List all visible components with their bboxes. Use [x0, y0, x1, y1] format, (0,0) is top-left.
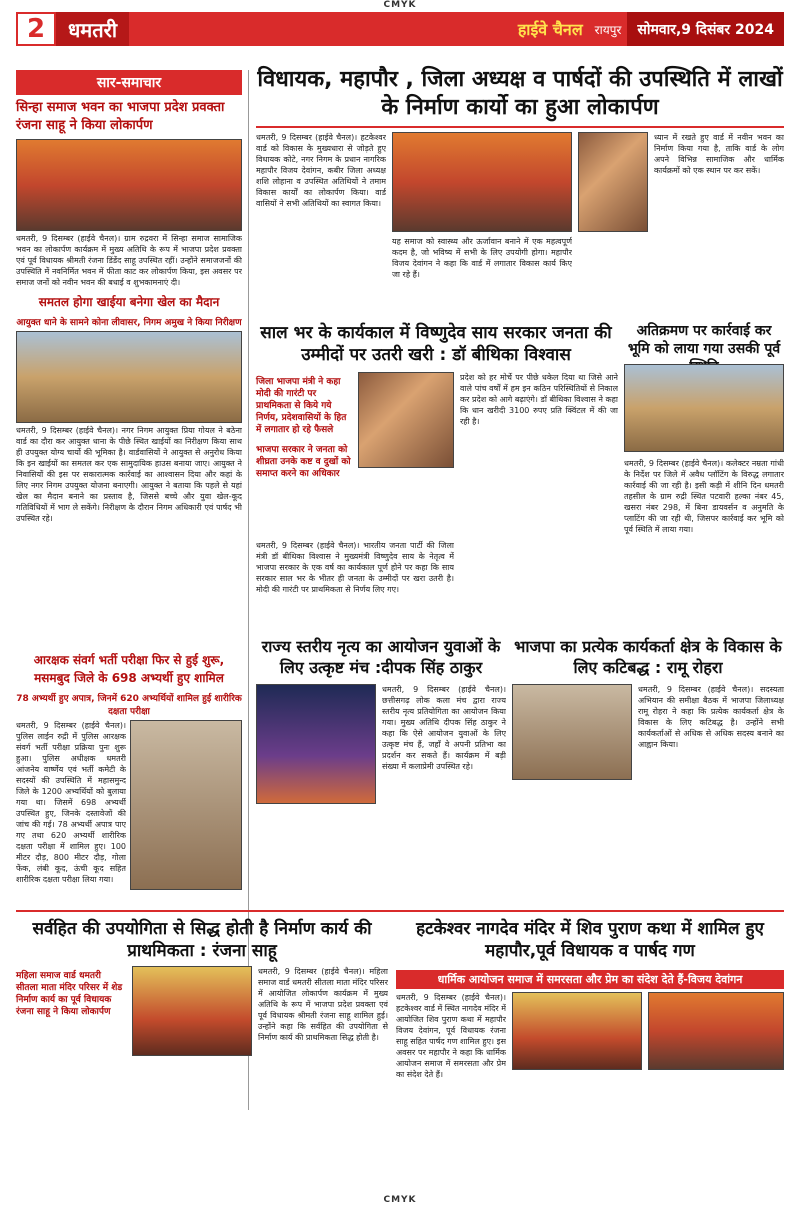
- section-title: धमतरी: [56, 12, 129, 46]
- article5-text: धमतरी, 9 दिसम्बर (हाईवे चैनल)। सदस्यता अभियान की समीक्षा बैठक में भाजपा जिलाध्यक्ष रामू रोहरा ने कहा कि प्रत्येक कार्यकर्ता क्षेत्र के विकास के लिए कटिबद्ध है। उन्होंने सभी कार्यकर्ताओं से अधिक से अधिक सदस्य बनाने का आह्वान किया।: [638, 685, 784, 749]
- article6-photo: [132, 966, 252, 1056]
- cmyk-mark-top: CMYK: [383, 0, 417, 10]
- brief1-text: धमतरी, 9 दिसम्बर (हाईवे चैनल)। ग्राम रुद्रवरा में सिन्हा समाज सामाजिक भवन का लोकार्पण कार्यक्रम में मुख्य अतिथि के रूप में भाजपा प्रदेश प्रवक्ता एवं पूर्व विधायक श्रीमती रंजना डिंडेंद साहू उपस्थित रहीं। उन्होंने समाजजनों की उपस्थिति में नवनिर्मित भवन में फीता काट कर लोकार्पण किया, इस अवसर पर समाज जनों को नवीन भवन की बधाई व शुभकामनाएं दी।: [16, 234, 242, 287]
- left-column: [16, 70, 242, 890]
- lead-text-col2: यह समाज को स्वास्थ्य और ऊर्जावान बनाने में एक महत्वपूर्ण कदम है, जो भविष्य में सभी के लिए उपयोगी होगा। महापौर विजय देवांगन ने कहा कि वार्ड में लगातार विकास कार्य किए जा रहे हैं।: [392, 237, 572, 279]
- issue-date: सोमवार,9 दिसंबर 2024: [627, 12, 784, 46]
- lead-rule: [256, 126, 784, 128]
- article4-text: धमतरी, 9 दिसम्बर (हाईवे चैनल)। छत्तीसगढ़ लोक कला मंच द्वारा राज्य स्तरीय नृत्य प्रतियोगिता का आयोजन किया गया। मुख्य अतिथि दीपक सिंह ठाकुर ने कहा कि ऐसे आयोजन युवाओं के लिए उत्कृष्ट मंच हैं, जहाँ वे अपनी प्रतिभा का प्रदर्शन कर सकते हैं। कार्यक्रम में बड़ी संख्या में कलाप्रेमी उपस्थित रहे।: [382, 685, 506, 771]
- article7-text: धमतरी, 9 दिसम्बर (हाईवे चैनल)। हटकेश्वर वार्ड में स्थित नागदेव मंदिर में आयोजित शिव पुराण कथा में महापौर विजय देवांगन, पूर्व विधायक रंजना साहू सहित पार्षद गण शामिल हुए। इस अवसर पर महापौर ने कहा कि धार्मिक आयोजन समाज में समरसता और प्रेम का संदेश देते हैं।: [396, 993, 506, 1079]
- page-number: 2: [16, 12, 56, 46]
- brief3-subhead: 78 अभ्यर्थी हुए अपात्र, जिनमें 620 अभ्यर्थियों शामिल हुई शारीरिक दक्षता परीक्षा: [16, 694, 242, 717]
- article3-headline: अतिक्रमण पर कार्रवाई कर भूमि को लाया गया उसकी पूर्व: [627, 323, 781, 357]
- brief3-text: धमतरी, 9 दिसम्बर (हाईवे चैनल)। पुलिस लाईन रुद्री में पुलिस आरक्षक संवर्ग भर्ती परीक्षा प्रक्रिया पुनः शुरू हुआ। पुलिस अधीक्षक धमतरी आंजनेय वार्ष्णेय एवं भर्ती कमेटी के सदस्यों की उपस्थिति में महासमुन्द जिले के 1200 अभ्यर्थियों को बुलाया गया था। जिसमें 698 अभ्यर्थी उपस्थित हुए, जिनके दस्तावेजों की जांच की गई। 78 अभ्यर्थी अपात्र पाए गए तथा 620 अभ्यर्थी शारीरिक दक्षता परीक्षा में शामिल हुए। 100 मीटर दौड़, 800 मीटर दौड़, गोला फेंक, लंबी कूद, ऊंची कूद सहित शारीरिक दक्षता परीक्षा लिया गया।: [16, 721, 126, 884]
- article2-text: धमतरी, 9 दिसम्बर (हाईवे चैनल)। भारतीय जनता पार्टी की जिला मंत्री डॉ बीथिका विश्वास ने मुख्यमंत्री विष्णुदेव साय के नेतृत्व में भाजपा सरकार के एक वर्ष का कार्यकाल पूर्ण होने पर कहा कि साय सरकार साल भर के भीतर ही जनता के उम्मीदों पर खरा उतरी है। मोदी की गारंटी पर प्राथमिकता से निर्णय लिए गए।: [256, 541, 454, 594]
- article7-subhead: धार्मिक आयोजन समाज में समरसता और प्रेम का संदेश देते हैं-विजय देवांगन: [396, 970, 784, 989]
- article3-photo: [624, 364, 784, 452]
- brand-name: हाईवे चैनल: [517, 20, 583, 39]
- article7-photo-2: [648, 992, 784, 1070]
- quote-2: भाजपा सरकार ने जनता को शीघ्रता उनके कष्ट व दुखों को समाप्त करने का अधिकार: [256, 445, 351, 479]
- article2-portrait: [358, 372, 454, 468]
- edition-city: रायपुर: [594, 22, 622, 37]
- article6-headline: सर्वहित की उपयोगिता से सिद्ध होती है निर्माण कार्य की प्राथमिकता : रंजना साहू: [32, 919, 372, 961]
- article7-headline: हटकेश्वर नागदेव मंदिर में शिव पुराण कथा में शामिल हुए महापौर,पूर्व विधायक व पार्षद गण: [416, 919, 764, 961]
- lead-text-col3: ध्यान में रखते हुए वार्ड में नवीन भवन का निर्माण किया गया है, ताकि वार्ड के लोग अपने विभिन्न सामाजिक और धार्मिक कार्यक्रमों को एक स्थान पर कर सकें।: [654, 133, 784, 175]
- article6-text: धमतरी, 9 दिसम्बर (हाईवे चैनल)। महिला समाज वार्ड धमतरी सीतला माता मंदिर परिसर में आयोजित लोकार्पण कार्यक्रम में मुख्य अतिथि के रूप में भाजपा प्रदेश प्रवक्ता एवं पूर्व विधायक श्रीमती रंजना साहू शामिल हुई। उन्होंने कहा कि सर्वहित की उपयोगिता से निर्माण कार्य की प्राथमिकता सिद्ध होती है।: [258, 967, 388, 1042]
- lead-text-col1: धमतरी, 9 दिसम्बर (हाईवे चैनल)। हटकेश्वर वार्ड को विकास के मुख्यधारा से जोड़ते हुए विधायक कोटे, नगर निगम के प्रधान नागरिक महापौर विजय देवांगन, कबीर जिला अध्यक्ष शशि लोहाना व उपस्थित अतिथियों ने तमाम विकास कार्यों का लोकार्पण किया। वार्ड वासियों ने सभी अतिथियों का स्वागत किया।: [256, 133, 386, 208]
- brief3-headline: आरक्षक संवर्ग भर्ती परीक्षा फिर से हुई शुरू, मसमबुद जिले के 698 अभ्यर्थी हुए शामिल: [33, 653, 225, 685]
- article5-photo: [512, 684, 632, 780]
- brief3-photo: [130, 720, 242, 890]
- article2-quotes: [256, 372, 352, 484]
- article3-text: धमतरी, 9 दिसम्बर (हाईवे चैनल)। कलेक्टर नम्रता गांधी के निर्देश पर जिले में अवैध प्लॉटिंग के विरुद्ध लगातार कार्रवाई की जा रही है। इसी कड़ी में शीनि दिन धमतरी तहसील के ग्राम रुद्री स्थित पटवारी हल्का नंबर 45, खसरा नंबर 298, में बिना डायवर्सन व अनुमति के प्लाटिंग की जा रही थी, जिसपर कार्रवाई कर भूमि को पूर्व स्थिति में लाया गया।: [624, 459, 784, 534]
- quote-3: महिला समाज वार्ड धमतरी सीतला माता मंदिर परिसर में शेड निर्माण कार्य का पूर्व विधायक रंजना साहू ने किया लोकार्पण: [16, 971, 123, 1017]
- brief1-photo: [16, 139, 242, 231]
- brief2-photo: [16, 331, 242, 423]
- lead-photo-1: [392, 132, 572, 232]
- section-label: सार-समाचार: [16, 70, 242, 95]
- bottom-rule: [16, 910, 784, 912]
- quote-1: जिला भाजपा मंत्री ने कहा मोदी की गारंटी पर प्राथमिकता से किये गये निर्णय, प्रदेशवासियों के हित में लगातार हो रहे फैसले: [256, 377, 347, 435]
- article2-text-2: प्रदेश को हर मोर्चे पर पीछे धकेल दिया था जिसे आने वाले पांच वर्षों में हम इन कठिन परिस्थितियों से निकाल कर प्रदेश को आगे बढ़ाएंगे। डॉ बीथिका विश्वास ने कहा कि धान खरीदी 3100 रुपए प्रति क्विंटल में की जा रही है।: [460, 373, 618, 426]
- brief2-subhead: आयुक्त धाने के सामने कोना लीवासर, निगम अमुख ने किया निरीक्षण: [16, 318, 242, 328]
- lead-photo-2: [578, 132, 648, 232]
- article4-headline: राज्य स्तरीय नृत्य का आयोजन युवाओं के लिए उत्कृष्ट मंच :दीपक सिंह ठाकुर: [261, 637, 501, 677]
- article5-headline: भाजपा का प्रत्येक कार्यकर्ता क्षेत्र के विकास के लिए कटिबद्ध : रामू रोहरा: [514, 637, 782, 677]
- page-header: [16, 12, 784, 46]
- brief2-text: धमतरी, 9 दिसम्बर (हाईवे चैनल)। नगर निगम आयुक्त प्रिया गोयल ने बठेना वार्ड का दौरा कर आयुक्त धाना के पीछे स्थित खाईयों का निरीक्षण किया साथ ही उपयुक्त योग्य चार्यो की भूमिका है। वार्डवासियों ने आयुक्त से अनुरोध किया कि इन खाईयों का समतल कर एक सामुदायिक हाउस बनाया जाए। आयुक्त ने निवासियों की इस पर सकारात्मक कार्रवाई का आश्वासन दिया और कहां के लिए नगर निगम उपयुक्त योजना बनाएगी। आयुक्त ने बताया कि पहले से यहां खेल का मैदान बनाने का प्रस्ताव है, जिससे बच्चे और युवा खेल-कूद गतिविधियों में भाग ले सकेंगे। निरीक्षण के दौरान निगम अधिकारी एवं पार्षद भी उपस्थित रहे।: [16, 426, 242, 523]
- article7-photo-1: [512, 992, 642, 1070]
- brief1-headline: सिन्हा समाज भवन का भाजपा प्रदेश प्रवक्ता रंजना साहू ने किया लोकार्पण: [16, 100, 225, 133]
- masthead-right: [512, 12, 784, 46]
- lead-headline: विधायक, महापौर , जिला अध्यक्ष व पार्षदों की उपस्थिति में लाखों के निर्माण कार्यो का हुआ लोकार्पण: [257, 67, 783, 120]
- brief2-headline: समतल होगा खाईया बनेगा खेल का मैदान: [38, 295, 220, 309]
- article2-headline: साल भर के कार्यकाल में विष्णुदेव साय सरकार जनता की उम्मीदों पर उतरी खरी : डॉ बीथिका विश्वास: [260, 323, 612, 365]
- cmyk-mark-bottom: CMYK: [383, 1195, 417, 1205]
- article4-photo: [256, 684, 376, 804]
